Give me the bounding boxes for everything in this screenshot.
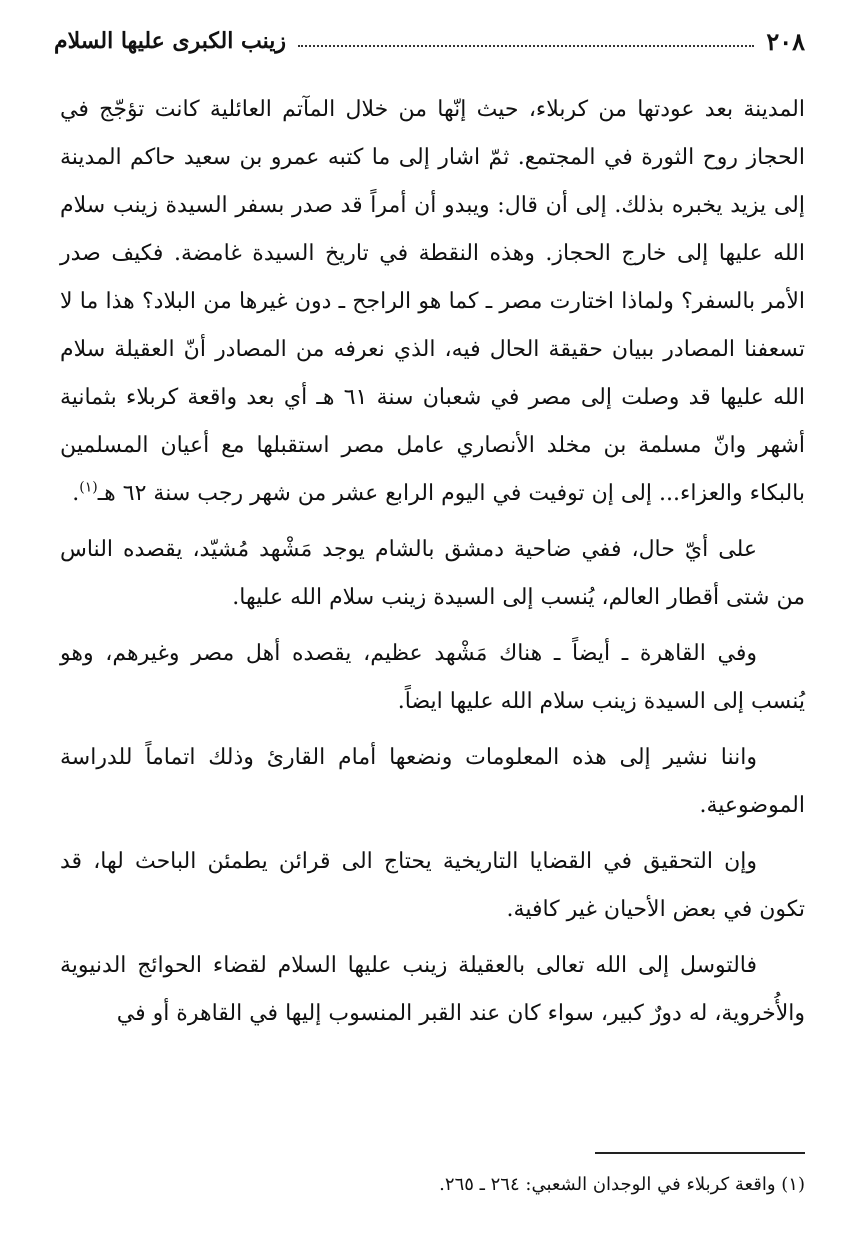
paragraph-text: على أيّ حال، ففي ضاحية دمشق بالشام يوجد مَشْهد مُشيّد، يقصده الناس من شتى أقطار العالم، يُنسب إلى السيدة زينب سلام الله عليها.	[60, 537, 805, 610]
footnote-reference[interactable]: (١)	[79, 479, 98, 496]
paragraph	[60, 526, 805, 622]
paragraph-text: واننا نشير إلى هذه المعلومات ونضعها أمام القارئ وذلك اتماماً للدراسة الموضوعية.	[60, 745, 805, 818]
paragraph-text: المدينة بعد عودتها من كربلاء، حيث إنّها من خلال المآتم العائلية كانت تؤجّج في الحجاز روح الثورة في المجتمع. ثمّ اشار إلى ما كتبه عمرو بن سعيد حاكم المدينة إلى يزيد يخبره بذلك. إلى أن قال: ويبدو أن أمراً قد صدر بسفر السيدة زينب سلام الله عليها إلى خارج الحجاز. وهذه النقطة في تاريخ السيدة غامضة. فكيف صدر الأمر بالسفر؟ ولماذا اختارت مصر ـ كما هو الراجح ـ دون غيرها من البلاد؟ هذا ما لا تسعفنا المصادر ببيان حقيقة الحال فيه، الذي نعرفه من المصادر أنّ العقيلة سلام الله عليها قد وصلت إلى مصر في شعبان سنة ٦١ هـ أي بعد واقعة كربلاء بثمانية أشهر وانّ مسلمة بن مخلد الأنصاري عامل مصر استقبلها مع أعيان المسلمين بالبكاء والعزاء... إلى إن توفيت في اليوم الرابع عشر من شهر رجب سنة ٦٢ هـ	[60, 97, 805, 506]
footnote-marker: (١)	[781, 1174, 805, 1195]
header-dot-leader	[298, 35, 754, 47]
paragraph	[60, 942, 805, 1038]
paragraph-text: فالتوسل إلى الله تعالى بالعقيلة زينب عليها السلام لقضاء الحوائج الدنيوية والأُخروية، له دورٌ كبير، سواء كان عند القبر المنسوب إليها في القاهرة أو في	[60, 953, 805, 1026]
page-number: ٢٠٨	[766, 26, 805, 56]
running-header	[54, 26, 805, 56]
footnote-text: واقعة كربلاء في الوجدان الشعبي: ٢٦٤ ـ ٢٦٥.	[439, 1174, 776, 1195]
paragraph	[60, 734, 805, 830]
paragraph-text: وإن التحقيق في القضايا التاريخية يحتاج الى قرائن يطمئن الباحث لها، قد تكون في بعض الأحيان غير كافية.	[60, 849, 805, 922]
paragraph	[60, 86, 805, 518]
book-title: زينب الكبرى عليها السلام	[54, 28, 287, 54]
paragraph-text: .	[72, 481, 80, 506]
body-text	[60, 86, 805, 1046]
paragraph	[60, 630, 805, 726]
paragraph	[60, 838, 805, 934]
footnote-rule	[595, 1152, 805, 1154]
paragraph-text: وفي القاهرة ـ أيضاً ـ هناك مَشْهد عظيم، يقصده أهل مصر وغيرهم، وهو يُنسب إلى السيدة زينب سلام الله عليها ايضاً.	[60, 641, 805, 714]
footnote-item	[60, 1170, 805, 1200]
footnotes	[60, 1170, 805, 1200]
